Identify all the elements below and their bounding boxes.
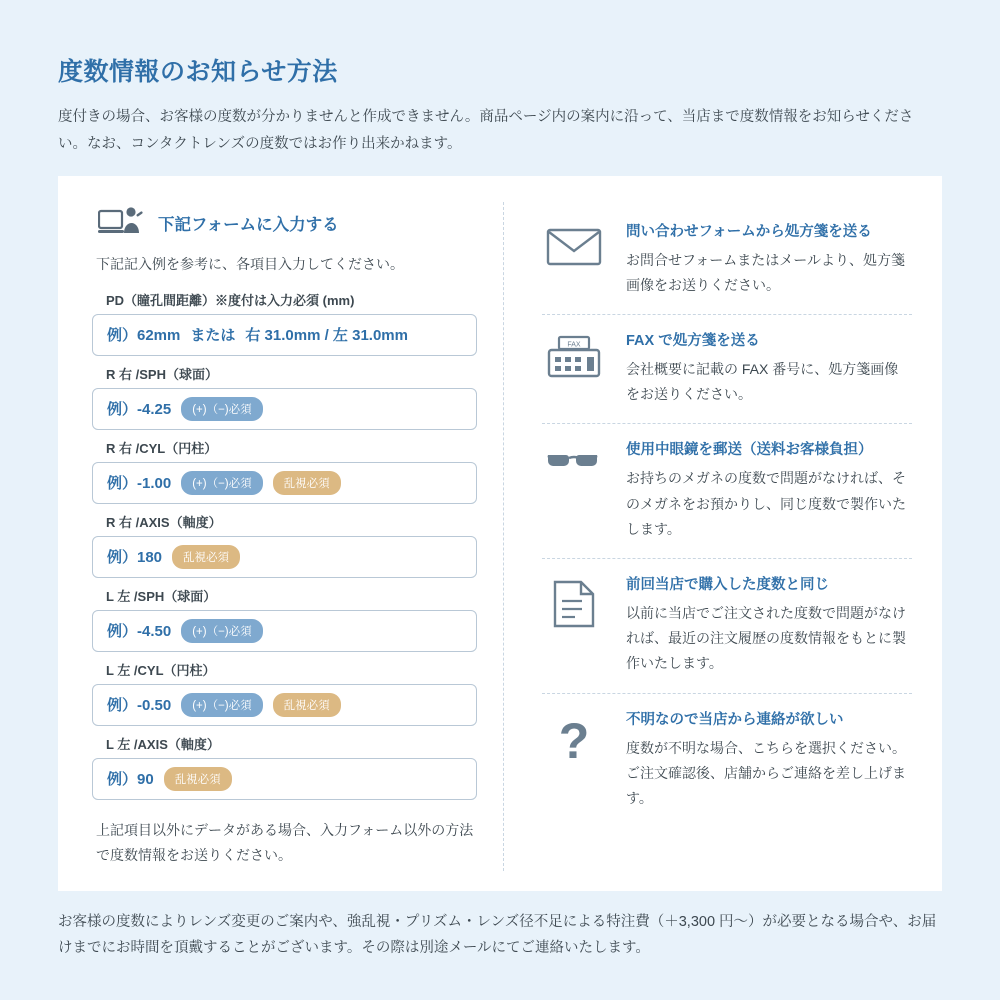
method-body: お持ちのメガネの度数で問題がなければ、そのメガネをお預かりし、同じ度数で製作いたします。 [626, 470, 906, 537]
method-title: 問い合わせフォームから処方箋を送る [626, 223, 872, 240]
field-r-cyl [92, 438, 477, 504]
field-l-sph [92, 586, 477, 652]
field-r-cyl-example: 例）-1.00 [107, 475, 172, 493]
form-entry-footnote: 上記項目以外にデータがある場合、入力フォーム以外の方法で度数情報をお送りください。 [96, 821, 474, 863]
field-pd-example-mid: または [190, 327, 236, 345]
tag-sign-required: (+)（−)必須 [181, 397, 262, 421]
fax-icon [542, 329, 606, 407]
method-item-inquiry-form [542, 206, 912, 315]
tag-astigmatism-required: 乱視必須 [164, 767, 232, 791]
field-r-cyl-input[interactable] [92, 462, 477, 504]
other-methods-column [503, 202, 942, 871]
method-title: 不明なので当店から連絡が欲しい [626, 711, 844, 728]
field-l-axis [92, 734, 477, 800]
method-item-mail-glasses [542, 424, 912, 559]
field-l-axis-label: L 左 /AXIS（軸度） [106, 736, 220, 752]
field-r-sph-input[interactable] [92, 388, 477, 430]
tag-sign-required: (+)（−)必須 [181, 619, 262, 643]
field-r-axis [92, 512, 477, 578]
tag-astigmatism-required: 乱視必須 [172, 545, 240, 569]
form-input-icon [98, 206, 144, 240]
field-pd-input[interactable] [92, 314, 477, 356]
field-r-axis-input[interactable] [92, 536, 477, 578]
form-entry-lead: 下記記入例を参考に、各項目入力してください。 [96, 255, 404, 272]
method-body: 会社概要に記載の FAX 番号に、処方箋画像をお送りください。 [626, 361, 899, 403]
svg-text:FAX: FAX [567, 341, 581, 349]
method-title: FAX で処方箋を送る [626, 333, 760, 349]
intro-text: 度付きの場合、お客様の度数が分かりませんと作成できません。商品ページ内の案内に沿って、当店まで度数情報をお知らせください。なお、コンタクトレンズの度数ではお作り出来かねます。 [58, 109, 914, 152]
field-l-sph-label: L 左 /SPH（球面） [106, 588, 217, 604]
tag-sign-required: (+)（−)必須 [181, 471, 262, 495]
form-entry-title: 下記フォームに入力する [158, 215, 339, 234]
field-pd [92, 290, 477, 356]
field-l-cyl-label: L 左 /CYL（円柱） [106, 662, 216, 678]
field-r-sph [92, 364, 477, 430]
method-title: 使用中眼鏡を郵送（送料お客様負担） [626, 442, 873, 459]
form-entry-heading [92, 206, 477, 240]
field-l-sph-example: 例）-4.50 [107, 623, 172, 641]
field-r-sph-example: 例）-4.25 [107, 401, 172, 419]
bottom-note: お客様の度数によりレンズ変更のご案内や、強乱視・プリズム・レンズ径不足による特注費（＋3,300 円〜）が必要となる場合や、お届けまでにお時間を頂戴することがございます。その際は別途メールにてご連絡いたします。 [58, 913, 937, 957]
method-item-previous-order [542, 559, 912, 694]
field-pd-example-a: 例）62mm [107, 327, 181, 345]
field-pd-label: PD（瞳孔間距離）※度付は入力必須 (mm) [106, 292, 355, 308]
methods-panel [58, 176, 942, 891]
svg-text:?: ? [558, 713, 590, 766]
method-body: お問合せフォームまたはメールより、処方箋画像をお送りください。 [626, 251, 906, 293]
field-pd-example-b: 右 31.0mm / 左 31.0mm [245, 327, 408, 345]
tag-sign-required: (+)（−)必須 [181, 693, 262, 717]
method-title: 前回当店で購入した度数と同じ [626, 576, 829, 593]
field-r-axis-label: R 右 /AXIS（軸度） [106, 514, 222, 530]
field-l-cyl-input[interactable] [92, 684, 477, 726]
field-l-axis-input[interactable] [92, 758, 477, 800]
field-r-cyl-label: R 右 /CYL（円柱） [106, 440, 218, 456]
form-entry-column [58, 202, 503, 871]
page-title: 度数情報のお知らせ方法 [58, 58, 338, 86]
document-icon [542, 573, 606, 677]
tag-astigmatism-required: 乱視必須 [273, 693, 341, 717]
tag-astigmatism-required: 乱視必須 [273, 471, 341, 495]
field-l-cyl-example: 例）-0.50 [107, 697, 172, 715]
field-r-axis-example: 例）180 [107, 549, 163, 567]
envelope-icon [542, 220, 606, 298]
glasses-icon [542, 438, 606, 542]
field-l-sph-input[interactable] [92, 610, 477, 652]
method-item-contact-me [542, 694, 912, 828]
field-r-sph-label: R 右 /SPH（球面） [106, 366, 218, 382]
method-body: 以前に当店でご注文された度数で問題がなければ、最近の注文履歴の度数情報をもとに製作いたします。 [626, 604, 906, 672]
field-l-axis-example: 例）90 [107, 771, 154, 789]
field-l-cyl [92, 660, 477, 726]
method-body: 度数が不明な場合、こちらを選択ください。ご注文確認後、店舗からご連絡を差し上げます。 [626, 739, 906, 806]
method-item-fax [542, 315, 912, 424]
question-mark-icon [542, 708, 606, 812]
